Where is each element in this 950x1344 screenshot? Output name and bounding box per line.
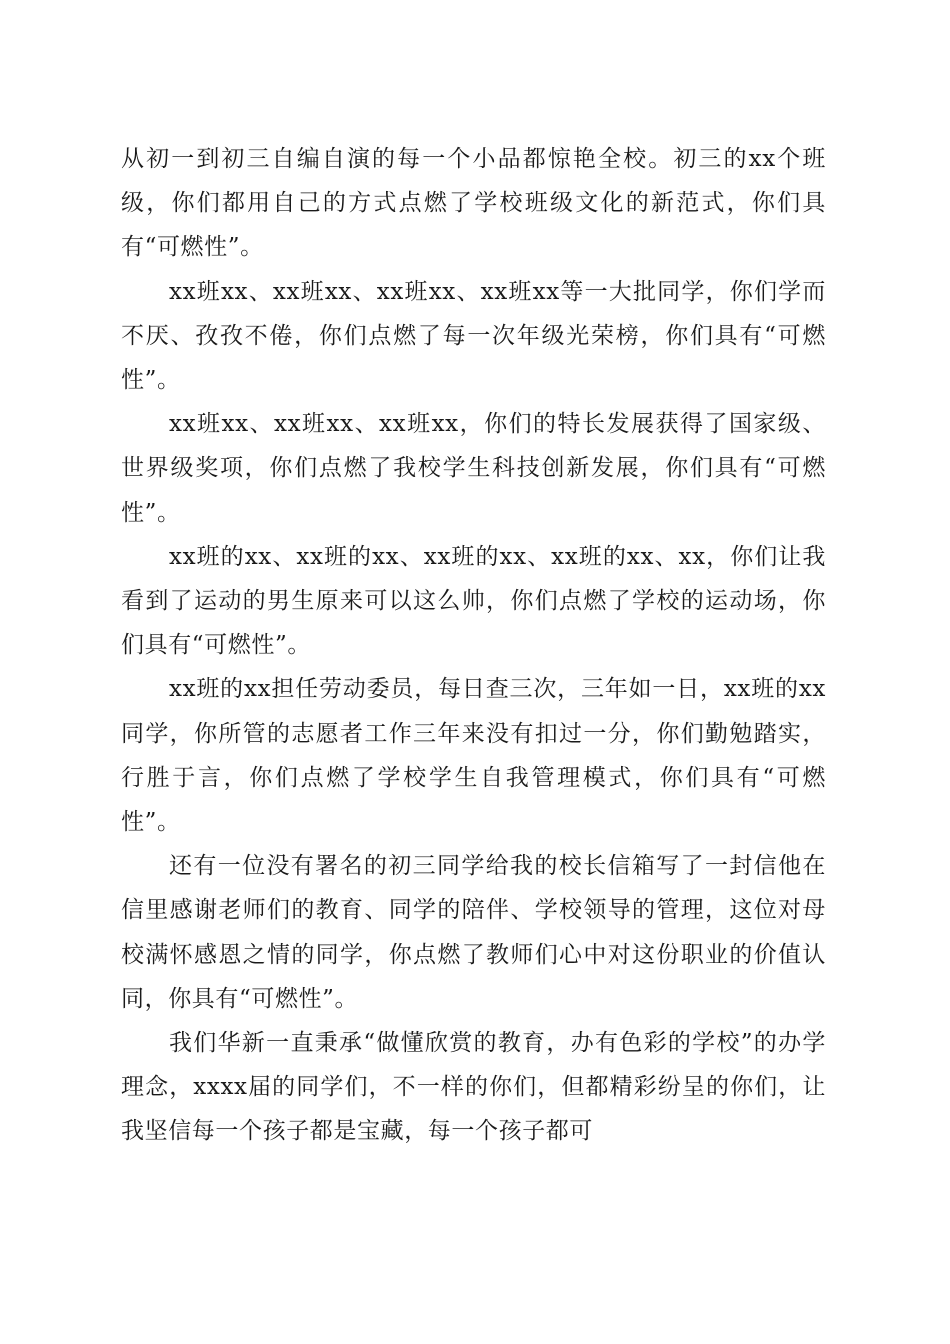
paragraph-4: xx班的xx、xx班的xx、xx班的xx、xx班的xx、xx，你们让我看到了运动的男生原来可以这么帅，你们点燃了学校的运动场，你们具有“可燃性”。 [121,543,826,659]
paragraph-7: 我们华新一直秉承“做懂欣赏的教育，办有色彩的学校”的办学理念，xxxx届的同学们，不一样的你们，但都精彩纷呈的你们，让我坚信每一个孩子都是宝藏，每一个孩子都可 [121,1030,826,1145]
paragraph-6: 还有一位没有署名的初三同学给我的校长信箱写了一封信他在信里感谢老师们的教育、同学的陪伴、学校领导的管理，这位对母校满怀感恩之情的同学，你点燃了教师们心中对这份职业的价值认同，你具有“可燃性”。 [121,853,826,1012]
paragraph-1: 从初一到初三自编自演的每一个小品都惊艳全校。初三的xx个班级，你们都用自己的方式点燃了学校班级文化的新范式，你们具有“可燃性”。 [121,146,826,261]
document-body [121,137,826,1154]
paragraph-2: xx班xx、xx班xx、xx班xx、xx班xx等一大批同学，你们学而不厌、孜孜不倦，你们点燃了每一次年级光荣榜，你们具有“可燃性”。 [121,278,826,394]
paragraph-3: xx班xx、xx班xx、xx班xx，你们的特长发展获得了国家级、世界级奖项，你们点燃了我校学生科技创新发展，你们具有“可燃性”。 [121,411,826,526]
paragraph-5: xx班的xx担任劳动委员，每日查三次，三年如一日，xx班的xx同学，你所管的志愿者工作三年来没有扣过一分，你们勤勉踏实，行胜于言，你们点燃了学校学生自我管理模式，你们具有“可燃性”。 [121,676,826,836]
